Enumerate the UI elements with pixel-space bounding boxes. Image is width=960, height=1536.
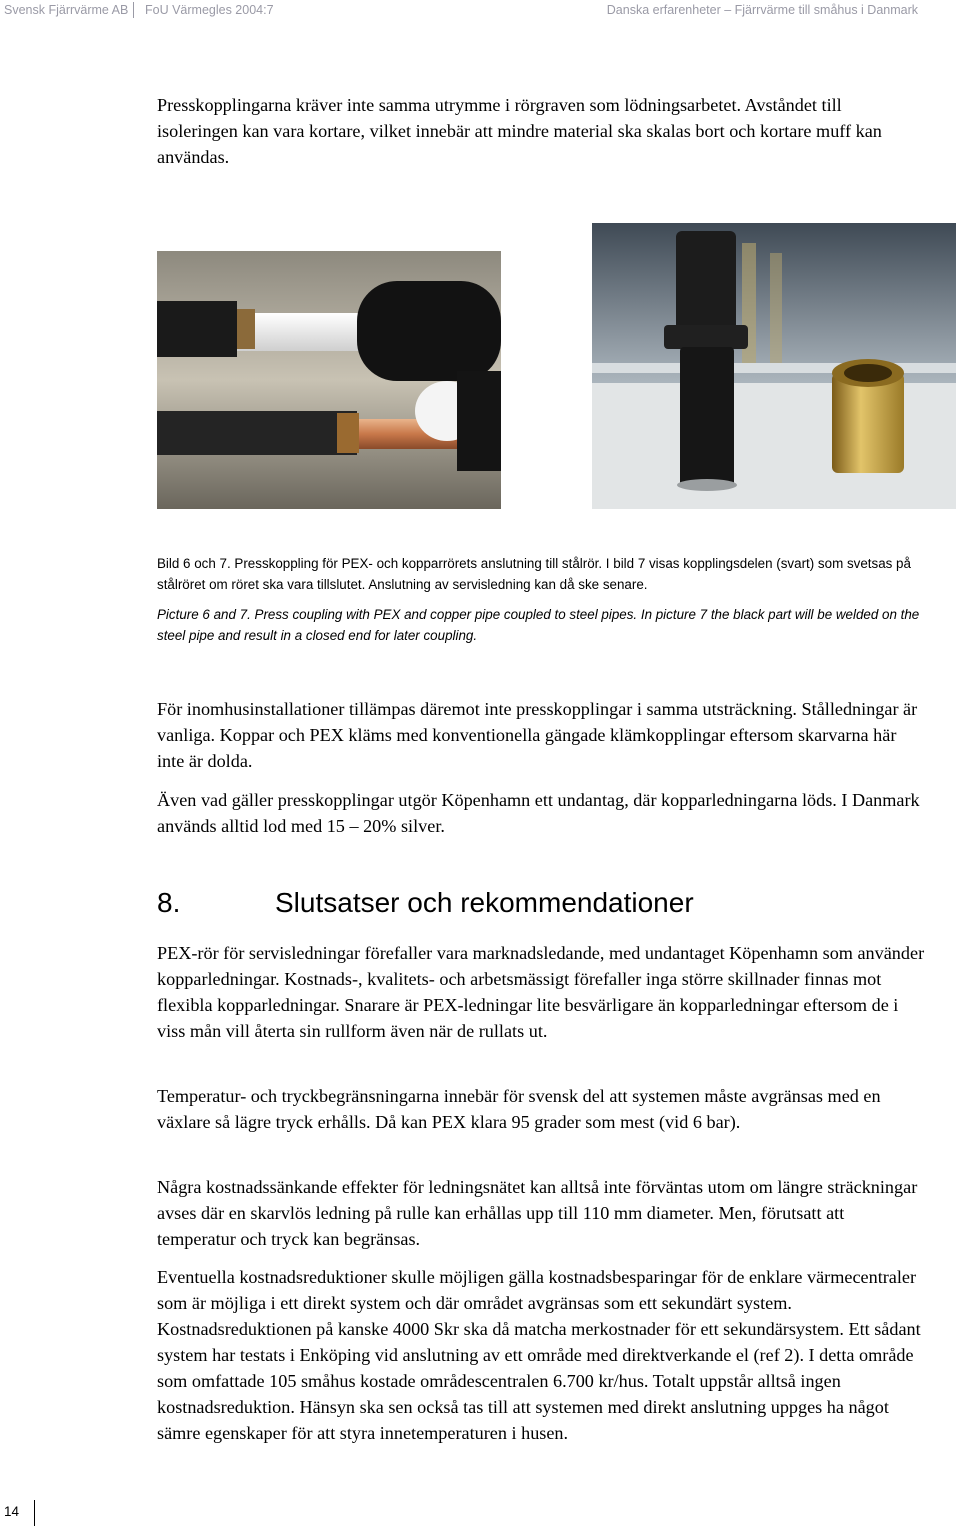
section-number: 8. (157, 887, 181, 918)
page-header (0, 0, 960, 24)
pipes-image (157, 251, 501, 509)
photo-coupling-part (592, 223, 956, 509)
header-organization: Svensk Fjärrvärme AB (4, 3, 129, 17)
paragraph-cost-effects: Några kostnadssänkande effekter för ledningsnätet kan alltså inte förväntas utom om längre sträckningar avses där en skarvlös ledning på rulle kan erhållas upp till 110 mm diameter. Men, förutsatt att temperatur och tryck kan begränsas. (157, 1177, 918, 1249)
paragraph-temperature-pressure: Temperatur- och tryckbegränsningarna innebär för svensk del att systemen måste avgränsas med en växlare så lägre tryck erhålls. Då kan PEX klara 95 grader som mest (vid 6 bar). (157, 1086, 881, 1132)
page-number: 14 (4, 1504, 20, 1519)
header-separator (133, 2, 134, 18)
intro-paragraph: Presskopplingarna kräver inte samma utrymme i rörgraven som lödningsarbetet. Avståndet till isoleringen kan vara kortare, vilket innebär att mindre material ska skalas bort och kortare muff kan användas. (157, 95, 882, 167)
paragraph-pex-market: PEX-rör för servisledningar förefaller vara marknadsledande, med undantaget Köpenhamn som använder kopparledningar. Kostnads-, kvalitets- och arbetsmässigt förefaller inga större skillnader finnas mot flexibla kopparledningar. Snarare är PEX-ledningar lite besvärligare än kopparledningar eftersom de i viss mån vill återta sin rullform även när de rullats ut. (157, 943, 925, 1041)
coupling-image (592, 223, 956, 509)
caption-swedish: Bild 6 och 7. Presskoppling för PEX- och kopparrörets anslutning till stålrör. I bild 7 visas kopplingsdelen (svart) som svetsas på stålröret om röret ska vara tillslutet. Anslutning av servisledning kan då ske senare. (157, 556, 911, 592)
page-footer (0, 1496, 960, 1536)
paragraph-copenhagen-exception: Även vad gäller presskopplingar utgör Köpenhamn ett undantag, där kopparledningarna löds. I Danmark används alltid lod med 15 – 20% silver. (157, 790, 920, 836)
section-title: Slutsatser och rekommendationer (275, 887, 694, 918)
header-document-title: Danska erfarenheter – Fjärrvärme till småhus i Danmark (606, 3, 918, 17)
paragraph-cost-reductions: Eventuella kostnadsreduktioner skulle möjligen gälla kostnadsbesparingar för de enklare värmecentraler som är möjliga i ett direkt system och där området avgränsas som ett sekundärt system. Kostnadsreduktionen på kanske 4000 Skr ska då matcha merkostnader för ett sekundärsystem. Ett sådant system har testats i Enköping vid anslutning av ett område med direktverkande el (ref 2). I detta område som omfattade 105 småhus kostade områdescentralen 6.700 kr/hus. Totalt uppstår alltså ingen kostnadsreduktion. Hänsyn ska sen också tas till att systemen med direkt anslutning uppges ha något sämre egenskaper för att styra innetemperaturen i husen. (157, 1267, 921, 1443)
caption-english: Picture 6 and 7. Press coupling with PEX and copper pipe coupled to steel pipes. In picture 7 the black part will be welded on the steel pipe and result in a closed end for later coupling. (157, 607, 920, 643)
paragraph-indoor-installations: För inomhusinstallationer tillämpas däremot inte presskopplingar i samma utsträckning. Stålledningar är vanliga. Koppar och PEX kläms med konventionella gängade klämkopplingar eftersom skarvarna här inte är dolda. (157, 699, 918, 771)
footer-separator (34, 1500, 35, 1526)
header-report-id: FoU Värmegles 2004:7 (145, 3, 274, 17)
photo-pex-copper-pipes (157, 251, 501, 509)
